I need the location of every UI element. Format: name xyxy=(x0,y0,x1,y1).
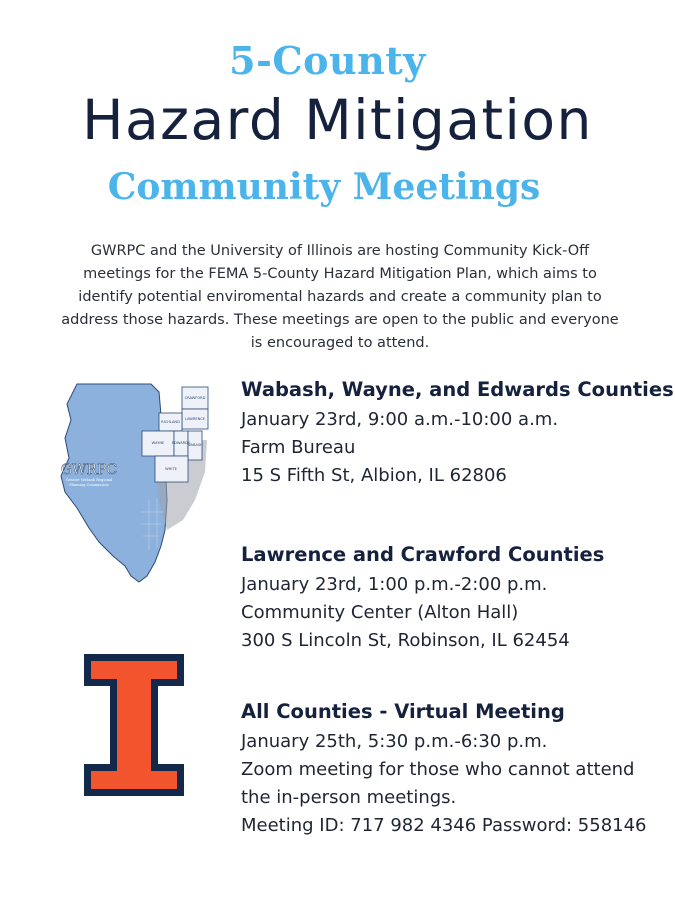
county-label: LAWRENCE xyxy=(184,417,206,421)
flyer-title: Hazard Mitigation xyxy=(82,88,593,152)
event-venue: Community Center (Alton Hall) xyxy=(241,602,519,623)
event-virtual-meeting xyxy=(241,698,647,840)
intro-paragraph: GWRPC and the University of Illinois are hosting Community Kick-Off meetings for the FEMA 5-County Hazard Mitigation Plan, which aims to identify potential enviromental hazards and create a community plan to address those hazards. These meetings are open to the public and everyone is encouraged to attend. xyxy=(61,243,619,351)
flyer-subtitle: Community Meetings xyxy=(107,166,541,208)
event-lawrence-crawford xyxy=(241,541,604,655)
meeting-credentials: Meeting ID: 717 982 4346 Password: 558146 xyxy=(241,815,647,836)
event-address: 15 S Fifth St, Albion, IL 62806 xyxy=(241,465,507,486)
svg-text:GWRPC: GWRPC xyxy=(60,462,118,478)
event-description: Zoom meeting for those who cannot attend xyxy=(241,759,635,780)
county-label: EDWARDS xyxy=(171,441,191,445)
event-title: All Counties - Virtual Meeting xyxy=(241,700,565,723)
event-title: Wabash, Wayne, and Edwards Counties xyxy=(241,378,674,401)
svg-text:Planning Commission: Planning Commission xyxy=(69,483,109,487)
illinois-block-i-logo xyxy=(80,650,188,800)
gwrpc-logo xyxy=(61,462,117,487)
event-title: Lawrence and Crawford Counties xyxy=(241,543,605,566)
event-venue: Farm Bureau xyxy=(241,437,356,458)
flyer-kicker: 5-County xyxy=(229,38,426,83)
county-label: RICHLAND xyxy=(161,420,180,424)
event-date-time: January 25th, 5:30 p.m.-6:30 p.m. xyxy=(241,731,548,752)
event-description: the in-person meetings. xyxy=(241,787,457,808)
event-date-time: January 23rd, 9:00 a.m.-10:00 a.m. xyxy=(241,409,559,430)
event-date-time: January 23rd, 1:00 p.m.-2:00 p.m. xyxy=(241,574,548,595)
county-label: CRAWFORD xyxy=(184,396,206,400)
svg-text:Greater Wabash Regional: Greater Wabash Regional xyxy=(65,478,113,482)
event-wabash-wayne-edwards xyxy=(241,376,674,490)
county-label: WABASH xyxy=(187,443,203,447)
gwrpc-region-map xyxy=(55,380,220,585)
event-address: 300 S Lincoln St, Robinson, IL 62454 xyxy=(241,630,570,651)
county-label: WHITE xyxy=(165,467,177,471)
county-label: WAYNE xyxy=(151,441,165,445)
